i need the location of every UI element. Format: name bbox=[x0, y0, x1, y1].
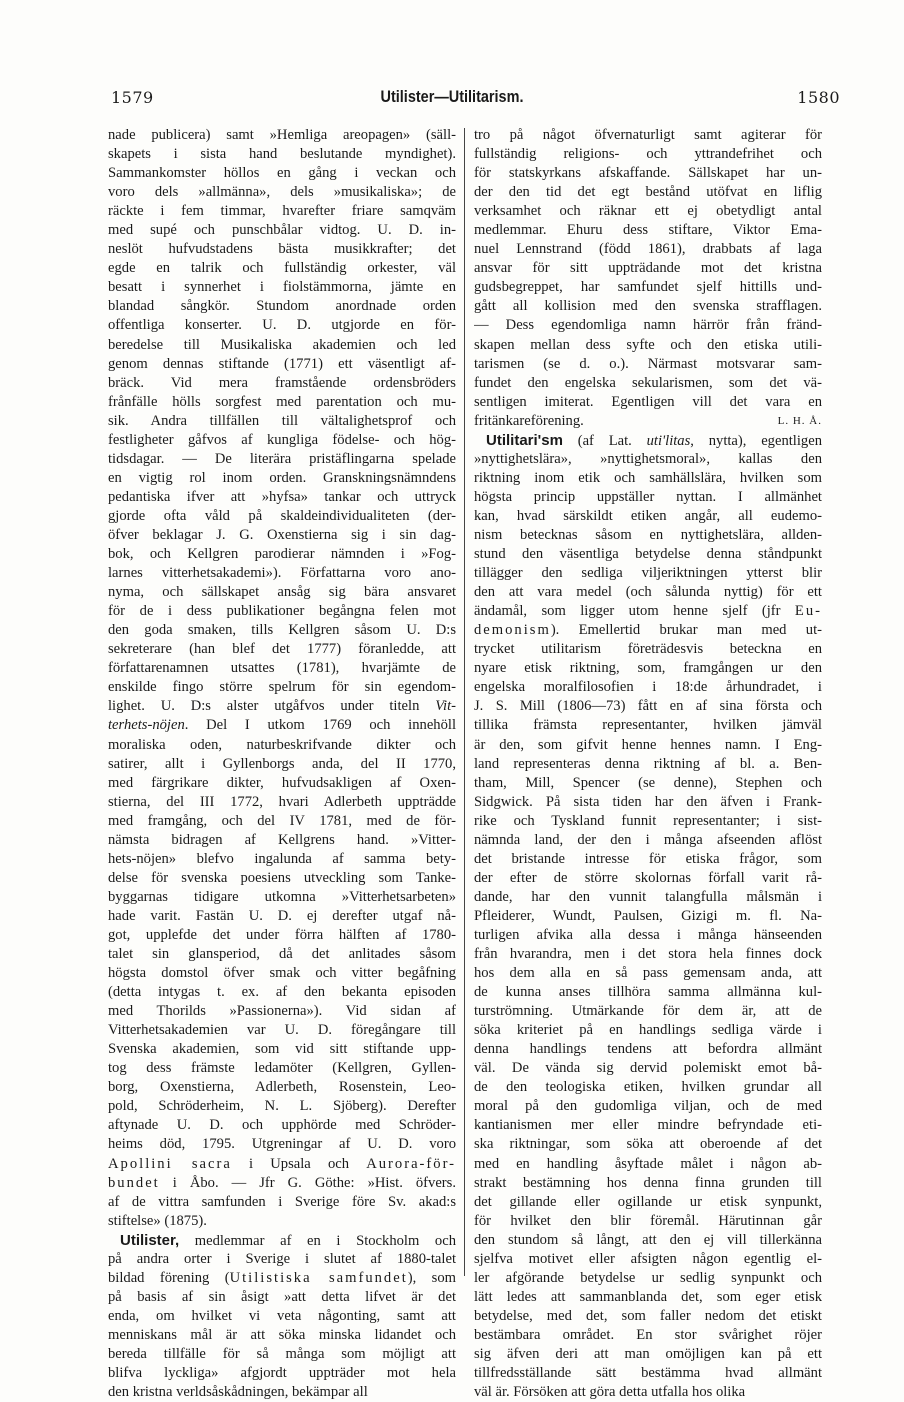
text-line bbox=[474, 488, 822, 507]
text-line bbox=[474, 297, 822, 316]
text-run: skapen mellan dess syfte och den etiska utili- bbox=[474, 336, 822, 353]
italic-text: Vit- bbox=[435, 698, 456, 715]
text-run: nyare etisk riktning, som, framgången ur den bbox=[474, 660, 822, 677]
text-run: engelska moralfilosofien i 18:de århundradet, i bbox=[474, 679, 822, 696]
text-line bbox=[108, 964, 456, 983]
text-run: enskilde fingo större spelrum för sin egendom- bbox=[108, 679, 456, 696]
text-run: . Del I utkom 1769 och innehöll bbox=[184, 717, 456, 734]
text-line bbox=[108, 564, 456, 583]
entry-headword: Utilitari'sm bbox=[486, 431, 563, 449]
text-run: tidsdagar. — De literära pristäflingarna spelade bbox=[108, 450, 456, 467]
text-line bbox=[108, 1021, 456, 1040]
text-line bbox=[108, 545, 456, 564]
text-run: bereda tillfälle för så många som möjligt att bbox=[108, 1346, 456, 1362]
text-line bbox=[108, 1002, 456, 1021]
text-line bbox=[108, 907, 456, 926]
text-run: nism betecknas såsom en nyttighetslära, allden- bbox=[474, 526, 822, 543]
text-line bbox=[108, 202, 456, 221]
text-run: stiftelse» (1875). bbox=[108, 1212, 207, 1229]
text-run: betydelse, med det, som faller nedom det etiskt bbox=[474, 1307, 822, 1324]
text-line bbox=[108, 793, 456, 812]
page-number-right: 1580 bbox=[797, 88, 840, 107]
text-run: denna handlings tendens att befordra allmänt bbox=[474, 1041, 822, 1058]
text-run: stierna, del III 1772, hvari Adlerbeth uppträdde bbox=[108, 793, 456, 810]
text-run: rike och Tyskland funnit representanter; i sist- bbox=[474, 812, 822, 829]
text-line bbox=[108, 640, 456, 659]
text-run: sjelfva motivet eller afsigten någon egentlig el- bbox=[474, 1250, 822, 1267]
text-line bbox=[108, 869, 456, 888]
text-line bbox=[474, 1135, 822, 1154]
text-line bbox=[474, 316, 822, 335]
text-run: land representeras denna riktning af bl. a. Ben- bbox=[474, 755, 822, 772]
text-run: nämnda land, der den i många afseenden aflöst bbox=[474, 831, 822, 848]
text-run: nuel Lennstrand (född 1861), drabbats af laga bbox=[474, 241, 822, 258]
spaced-text: Eu- bbox=[794, 603, 822, 620]
text-line bbox=[108, 126, 456, 145]
text-run: med Thorilds »Passionerna»). Vid sidan af bbox=[108, 1003, 456, 1020]
italic-text: uti'litas bbox=[646, 432, 691, 449]
text-line bbox=[474, 145, 822, 164]
text-run: räckte i fem timmar, hvarefter friare samqväm bbox=[108, 203, 456, 220]
text-line bbox=[108, 1345, 456, 1364]
text-run: hade varit. Fastän U. D. ej derefter utgaf nå- bbox=[108, 907, 456, 924]
text-run: ändamål, som ligger utom henne sjelf (jfr bbox=[474, 603, 795, 620]
text-line bbox=[108, 450, 456, 469]
text-line bbox=[474, 1040, 822, 1059]
text-line bbox=[474, 659, 822, 678]
text-line bbox=[474, 1383, 822, 1402]
text-run: på andra orter i Sverige i slutet af 1880-talet bbox=[108, 1250, 456, 1267]
text-run: enda, om hvilket vi veta någonting, samt att bbox=[108, 1307, 456, 1324]
text-run: i Åbo. — Jfr G. Göthe: »Hist. öfvers. bbox=[159, 1174, 456, 1191]
text-line bbox=[108, 1097, 456, 1116]
text-line bbox=[108, 164, 456, 183]
text-line bbox=[474, 221, 822, 240]
text-line bbox=[108, 1269, 456, 1288]
text-line bbox=[108, 355, 456, 374]
text-run: aftynade U. D. och upphörde med Schröder- bbox=[108, 1117, 456, 1134]
text-line bbox=[108, 507, 456, 526]
text-line bbox=[474, 1269, 822, 1288]
text-line bbox=[474, 183, 822, 202]
text-run: i Upsala och bbox=[231, 1155, 367, 1172]
text-line bbox=[108, 1383, 456, 1402]
text-line bbox=[474, 1193, 822, 1212]
text-line bbox=[108, 488, 456, 507]
text-line bbox=[108, 983, 456, 1002]
text-run: dande, har den vunnit talangfulla målsmän i bbox=[474, 888, 822, 905]
text-line bbox=[474, 450, 822, 469]
text-run: moraliska oden, naturbeskrifvande dikter och bbox=[108, 736, 456, 753]
text-line bbox=[108, 259, 456, 278]
text-line bbox=[474, 697, 822, 716]
text-run: Svenska akademien, som vid sitt stiftande upp- bbox=[108, 1041, 456, 1058]
text-run: medlemmar. Ehuru dess stiftare, Viktor Ema- bbox=[474, 222, 822, 239]
text-run: bildad förening ( bbox=[108, 1269, 230, 1286]
text-line bbox=[108, 1116, 456, 1135]
text-run: menniskans mål är att söka minska lidandet och bbox=[108, 1326, 456, 1343]
column-divider bbox=[464, 128, 465, 1276]
text-run: tro på något öfvernaturligt samt agiterar för bbox=[474, 127, 822, 143]
text-run: söka kriteriet på en handlings sedliga värde i bbox=[474, 1022, 822, 1039]
author-signature: L. H. Å. bbox=[777, 414, 822, 427]
text-run: turströmning. Utmärkande för dem är, att de bbox=[474, 1003, 822, 1020]
text-line bbox=[108, 1364, 456, 1383]
left-column bbox=[108, 126, 456, 1402]
text-line bbox=[474, 1021, 822, 1040]
text-run: det gillande eller ogillande ur etisk synpunkt, bbox=[474, 1193, 822, 1210]
text-line bbox=[108, 1059, 456, 1078]
text-run: Vitterhetsakademien var U. D. föregångare till bbox=[108, 1022, 456, 1039]
text-line bbox=[474, 774, 822, 793]
text-run: strakt bestämning hos denna finna grunden till bbox=[474, 1174, 822, 1191]
text-line bbox=[474, 736, 822, 755]
text-line bbox=[108, 278, 456, 297]
text-line bbox=[108, 926, 456, 945]
text-run: väl. De vända sig dervid polemiskt emot bå- bbox=[474, 1060, 822, 1077]
text-line bbox=[108, 602, 456, 621]
text-run: bok, och Kellgren parodierar nämnden i »Fog- bbox=[108, 546, 456, 563]
text-line bbox=[108, 1250, 456, 1269]
text-line bbox=[108, 1326, 456, 1345]
text-run: den goda smaken, tills Kellgren såsom U. D:s bbox=[108, 622, 456, 639]
text-run: (detta intygas t. ex. af den bekanta episoden bbox=[108, 984, 456, 1001]
text-line bbox=[108, 1193, 456, 1212]
text-line bbox=[474, 1002, 822, 1021]
text-line bbox=[474, 831, 822, 850]
text-run: fullständig religions- och yttrandefrihet och bbox=[474, 146, 822, 163]
text-run: hos dem alla en så pass gemensam anda, att bbox=[474, 965, 822, 982]
italic-text: terhets-nöjen bbox=[108, 717, 185, 734]
text-run: högsta princip uppställer nyttan. I allmänhet bbox=[474, 488, 822, 505]
text-run: offentliga konserter. U. D. utgjorde en för- bbox=[108, 317, 456, 334]
text-line bbox=[474, 1345, 822, 1364]
text-line bbox=[474, 945, 822, 964]
text-line bbox=[108, 393, 456, 412]
text-run: ska riktningar, som söka att oberoende af det bbox=[474, 1136, 822, 1153]
text-run: Pfleiderer, Wundt, Paulsen, Gizigi m. fl. Na- bbox=[474, 907, 822, 924]
text-run: talet sin glansperiod, då det anlitades såsom bbox=[108, 946, 456, 963]
text-run: gudsbegreppet, har samfundet sjelf hittills und- bbox=[474, 279, 822, 296]
text-line bbox=[474, 393, 822, 412]
text-line bbox=[108, 316, 456, 335]
text-line bbox=[474, 1174, 822, 1193]
text-run: fritänkareförening. bbox=[474, 412, 584, 429]
text-line bbox=[474, 1155, 822, 1174]
text-run: sig äfven deri att man omöjligen kan på ett bbox=[474, 1346, 822, 1362]
text-run: »nyttighetslära», »nyttighetsmoral», kallas den bbox=[474, 450, 822, 467]
text-line bbox=[474, 1250, 822, 1269]
text-line bbox=[108, 145, 456, 164]
text-line bbox=[108, 774, 456, 793]
text-run: författarenamnen utsattes (1781), hvarjämte de bbox=[108, 660, 456, 677]
text-line bbox=[474, 1078, 822, 1097]
text-run: turligen afvika alla dessa i många hänseenden bbox=[474, 926, 822, 943]
text-line bbox=[108, 431, 456, 450]
text-run: nyma, och sällskapet ansåg sig bära ansvaret bbox=[108, 584, 456, 601]
text-run: borg, Oxenstierna, Adlerbeth, Rosenstein, Leo- bbox=[108, 1079, 456, 1096]
text-line bbox=[108, 755, 456, 774]
text-run: nämsta bidragen af Kellgrens hand. »Vitter- bbox=[108, 831, 456, 848]
spaced-text: demonism bbox=[474, 622, 551, 639]
text-run: af de vittra samfunden i Sverige före Sv. akad:s bbox=[108, 1193, 456, 1210]
text-run: med framgång, och del IV 1781, med de för- bbox=[108, 812, 456, 829]
text-line bbox=[474, 202, 822, 221]
text-line bbox=[474, 907, 822, 926]
text-run: på basis af sin åsigt »att detta lifvet är det bbox=[108, 1288, 456, 1305]
text-run: genom dennas stiftande (1771) ett väsentligt af- bbox=[108, 355, 456, 372]
text-line bbox=[108, 831, 456, 850]
text-line bbox=[474, 716, 822, 735]
text-line bbox=[108, 1174, 456, 1193]
text-run: hets-nöjen» blefvo ingalunda af samma bety- bbox=[108, 850, 456, 867]
text-line bbox=[474, 469, 822, 488]
text-run: tillika främsta representanter, hvilken jämväl bbox=[474, 717, 822, 734]
text-line bbox=[108, 526, 456, 545]
text-run: egde en talrik och fullständig orkester, väl bbox=[108, 260, 456, 277]
text-line bbox=[474, 640, 822, 659]
text-line bbox=[108, 221, 456, 240]
text-line bbox=[474, 336, 822, 355]
text-line bbox=[108, 1231, 456, 1250]
text-run: är den, som gifvit henne hennes namn. I Eng- bbox=[474, 736, 822, 753]
text-run: lätt ledes att sammanblanda det, som eger etisk bbox=[474, 1288, 822, 1305]
text-run: för statskyrkans afskaffande. Sällskapet har un- bbox=[474, 165, 822, 182]
text-line bbox=[474, 259, 822, 278]
text-line bbox=[108, 1078, 456, 1097]
text-run: nade publicera) samt »Hemliga areopagen» (säll- bbox=[108, 127, 456, 143]
text-line bbox=[474, 412, 822, 431]
text-line bbox=[474, 164, 822, 183]
text-line bbox=[474, 964, 822, 983]
text-run: de kunna anses tillhöra samma allmänna kul- bbox=[474, 984, 822, 1001]
text-line bbox=[108, 697, 456, 716]
text-run: ), som bbox=[407, 1269, 456, 1286]
text-line bbox=[474, 678, 822, 697]
text-run: byggarnas tidigare utkomna »Vitterhetsarbeten» bbox=[108, 888, 456, 905]
text-line bbox=[474, 812, 822, 831]
text-line bbox=[108, 716, 456, 735]
text-run: för hvilket den blir föremål. Härutinnan går bbox=[474, 1212, 822, 1229]
text-line bbox=[474, 355, 822, 374]
text-run: pedantiska ifver att »hyfsa» tankar och uttryck bbox=[108, 488, 456, 505]
text-run: festligheter gåfvos af kungliga födelse- och hög- bbox=[108, 431, 456, 448]
text-line bbox=[474, 755, 822, 774]
text-line bbox=[108, 1040, 456, 1059]
text-run: delse för svenska poesiens utveckling som Tanke- bbox=[108, 869, 456, 886]
text-run: gjorde ofta våld på skaldeindividualiteten (der- bbox=[108, 507, 456, 524]
right-column bbox=[474, 126, 822, 1402]
text-run: med en handling åsyftade målet i någon ab- bbox=[474, 1155, 822, 1172]
text-line bbox=[474, 602, 822, 621]
text-run: öfver beklagar J. G. Oxenstierna sig i sin dag- bbox=[108, 526, 456, 543]
text-run: en vigtig rol inom orden. Granskningsnämndens bbox=[108, 469, 456, 486]
text-run: larnes vitterhetsakademi»). Författarna voro ano- bbox=[108, 565, 456, 582]
text-line bbox=[474, 1059, 822, 1078]
text-run: besatt i synnerhet i fiolstämmorna, jämte en bbox=[108, 279, 456, 296]
text-run: , nytta), egentligen bbox=[690, 432, 822, 449]
text-line bbox=[108, 1155, 456, 1174]
text-run: fundet den engelska sekularismen, som det vä- bbox=[474, 374, 822, 391]
text-line bbox=[108, 1288, 456, 1307]
text-line bbox=[108, 850, 456, 869]
text-line bbox=[474, 869, 822, 888]
text-run: för de i dess publikationer begångna felen mot bbox=[108, 603, 456, 620]
text-run: tillägger den sedliga viljeriktningen ytterst blir bbox=[474, 565, 822, 582]
text-line bbox=[108, 336, 456, 355]
text-run: tog dess främste ledamöter (Kellgren, Gyllen- bbox=[108, 1060, 456, 1077]
text-line bbox=[474, 1326, 822, 1345]
text-line bbox=[474, 374, 822, 393]
text-run: neslöt hufvudstadens bästa musikkrafter; det bbox=[108, 241, 456, 258]
text-line bbox=[474, 1364, 822, 1383]
text-run: från hvarandra, men i det stora hela finnes dock bbox=[474, 946, 822, 963]
text-line bbox=[108, 812, 456, 831]
entry-headword: Utilister, bbox=[120, 1231, 180, 1249]
text-run: gått all kollision med den svenska strafflagen. bbox=[474, 298, 822, 315]
text-line bbox=[108, 659, 456, 678]
text-run: moral på den gudomliga viljan, och de med bbox=[474, 1098, 822, 1115]
page-number-left: 1579 bbox=[111, 88, 154, 107]
text-line bbox=[474, 888, 822, 907]
text-line bbox=[108, 621, 456, 640]
text-line bbox=[474, 621, 822, 640]
text-line bbox=[108, 1307, 456, 1326]
text-run: sik. Andra tillfällen till vältalighetsprof och bbox=[108, 412, 456, 429]
text-run: den stundom så långt, att den ej vill tillerkänna bbox=[474, 1231, 822, 1248]
text-run: voro dels »allmänna», dels »musikaliska»; de bbox=[108, 184, 456, 201]
text-run: tarismen (se d. o.). Närmast motsvarar sam- bbox=[474, 355, 822, 372]
text-run: blandad sångkör. Stundom anordnade orden bbox=[108, 298, 456, 315]
text-run: beredelse till Musikaliska akademien och led bbox=[108, 336, 456, 353]
text-line bbox=[474, 1288, 822, 1307]
text-line bbox=[108, 183, 456, 202]
text-run: blifva lyckliga» afgjordt uppträder mot hela bbox=[108, 1365, 456, 1382]
text-run: kantianismen mer eller mindre befryndade eti- bbox=[474, 1117, 822, 1134]
page-header bbox=[0, 88, 904, 112]
text-line bbox=[108, 1135, 456, 1154]
text-line bbox=[108, 736, 456, 755]
text-line bbox=[108, 412, 456, 431]
text-line bbox=[108, 678, 456, 697]
text-line bbox=[474, 431, 822, 450]
text-line bbox=[108, 469, 456, 488]
text-run: med supé och punschbålar vidtog. U. D. in- bbox=[108, 222, 456, 239]
text-run: (af Lat. bbox=[562, 432, 647, 449]
text-line bbox=[474, 1231, 822, 1250]
spaced-text: Aurora-för- bbox=[366, 1155, 456, 1172]
text-run: med färgrikare dikter, hufvudsakligen af Oxen- bbox=[108, 774, 456, 791]
text-run: J. S. Mill (1806—73) fått en af sina första och bbox=[474, 698, 822, 715]
running-title: Utilister—Utilitarism. bbox=[380, 87, 524, 106]
text-run: väl är. Försöken att göra detta utfalla hos olika bbox=[474, 1384, 746, 1401]
text-run: Sammankomster höllos en gång i veckan och bbox=[108, 165, 456, 182]
text-run: — Dess egendomliga namn härrör från fränd- bbox=[474, 317, 822, 334]
text-run: de den teologiska etiken, hvilken grundar all bbox=[474, 1079, 822, 1096]
text-line bbox=[474, 1307, 822, 1326]
text-run: got, upplefde det under förra hälften af 1780- bbox=[108, 926, 456, 943]
text-line bbox=[474, 926, 822, 945]
text-line bbox=[108, 583, 456, 602]
text-run: skapets i sista hand beslutande myndighet). bbox=[108, 146, 456, 163]
text-line bbox=[474, 983, 822, 1002]
text-run: der efter de större skolornas förfall varit rå- bbox=[474, 869, 822, 886]
text-run: Sidgwick. På sista tiden har den äfven i Frank- bbox=[474, 793, 822, 810]
text-line bbox=[474, 564, 822, 583]
text-run: riktning inom etik och samhällslära, hvilken som bbox=[474, 469, 822, 486]
text-run: sekreterare (han blef det 1777) föranledde, att bbox=[108, 641, 456, 658]
text-line bbox=[108, 374, 456, 393]
text-run: den att vara medel (och sålunda nyttig) för ett bbox=[474, 584, 822, 601]
text-line bbox=[474, 583, 822, 602]
text-line bbox=[474, 126, 822, 145]
text-line bbox=[108, 888, 456, 907]
text-run: tillfredsställande sätt bestämma hvad allmänt bbox=[474, 1365, 822, 1382]
text-line bbox=[108, 1212, 456, 1231]
text-run: trycket utilitarism företrädesvis beteckna en bbox=[474, 641, 822, 658]
text-line bbox=[474, 1116, 822, 1135]
text-run: tham, Mill, Spencer (se denne), Stephen och bbox=[474, 774, 822, 791]
text-run: satirer, allt i Gyllenborgs anda, del II 1770, bbox=[108, 755, 456, 772]
text-line bbox=[108, 240, 456, 259]
text-run: ler afgörande betydelse ur sedlig synpunkt och bbox=[474, 1269, 822, 1286]
text-run: frånfälle hölls sorgfest med parentation och mu- bbox=[108, 393, 456, 410]
text-run: sentligen imiterat. Egentligen vill det vara en bbox=[474, 393, 822, 410]
text-run: ). Emellertid brukar man med ut- bbox=[550, 622, 822, 639]
spaced-text: bundet bbox=[108, 1174, 160, 1191]
text-run: den kristna verldsåskådningen, bekämpar all bbox=[108, 1384, 368, 1401]
text-run: kan, hvad särskildt etiken angår, all eudemo- bbox=[474, 507, 822, 524]
text-line bbox=[474, 240, 822, 259]
text-line bbox=[474, 507, 822, 526]
text-run: bestämbara området. En stor svårighet röjer bbox=[474, 1326, 822, 1343]
text-run: der den tid det egt bestånd utöfvat en liflig bbox=[474, 184, 822, 201]
text-run: bräck. Vid mera framstående ordensbröders bbox=[108, 374, 456, 391]
text-run: heims död, 1795. Utgreningar af U. D. voro bbox=[108, 1136, 456, 1153]
text-run: lighet. U. D:s alster utgåfvos under titeln bbox=[108, 698, 436, 715]
text-run: pold, Schröderheim, N. L. Sjöberg). Derefter bbox=[108, 1098, 456, 1115]
text-line bbox=[474, 850, 822, 869]
text-line bbox=[474, 793, 822, 812]
text-line bbox=[108, 297, 456, 316]
text-line bbox=[108, 945, 456, 964]
text-line bbox=[474, 526, 822, 545]
spaced-text: Utilistiska samfundet bbox=[229, 1269, 408, 1286]
spaced-text: Apollini sacra bbox=[108, 1155, 232, 1172]
text-line bbox=[474, 1097, 822, 1116]
text-run: medlemmar af en i Stockholm och bbox=[179, 1232, 456, 1249]
text-run: det bristande intresse för etiska frågor, som bbox=[474, 850, 822, 867]
text-run: ansvar för sitt uppträdande mot det kristna bbox=[474, 260, 822, 277]
text-run: stund den väsentliga betydelse denna ståndpunkt bbox=[474, 546, 822, 563]
text-line bbox=[474, 1212, 822, 1231]
text-line bbox=[474, 278, 822, 297]
text-line bbox=[474, 545, 822, 564]
text-run: verksamhet och räknar ett ej obetydligt antal bbox=[474, 203, 822, 220]
text-run: högsta domstol öfver smak och vitter begåfning bbox=[108, 965, 456, 982]
